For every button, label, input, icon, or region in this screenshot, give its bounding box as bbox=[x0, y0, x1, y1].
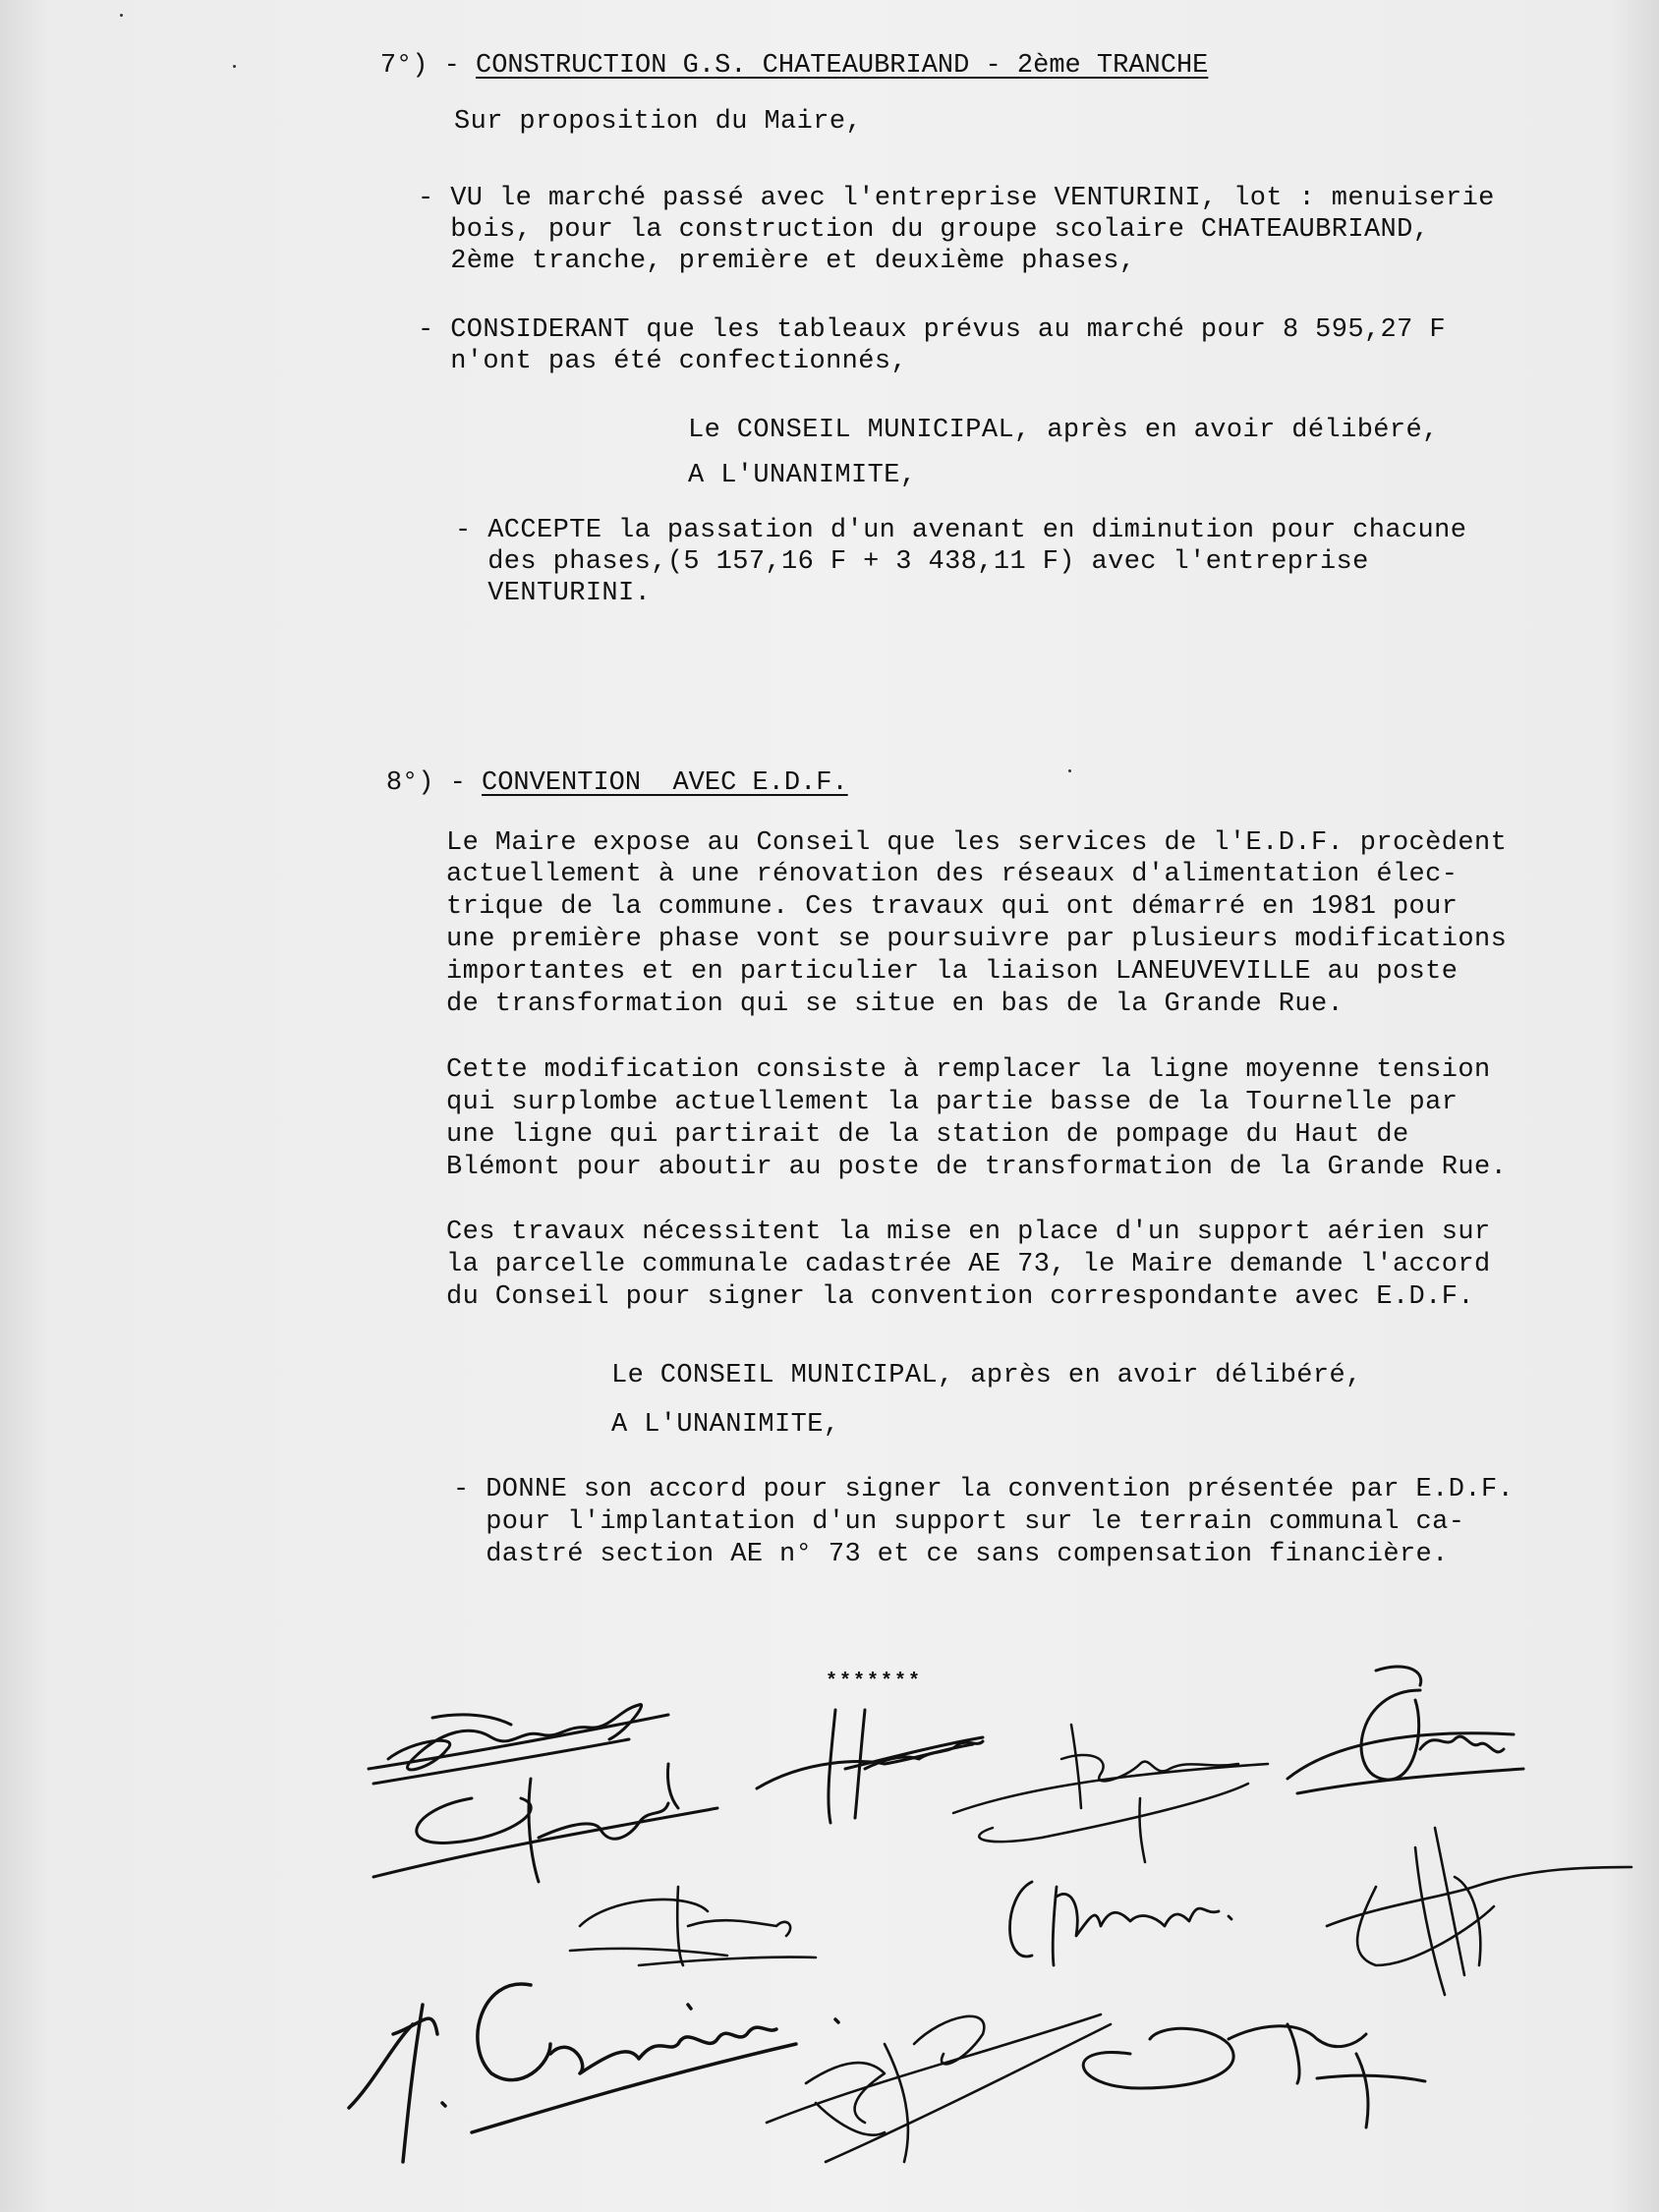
section7-vu-line: - VU le marché passé avec l'entreprise VENTURINI, lot : menuiserie bbox=[418, 184, 1495, 213]
section8-para2-line: une ligne qui partirait de la station de pompage du Haut de bbox=[446, 1120, 1409, 1150]
signature-e bbox=[1287, 1667, 1523, 1793]
signature-f bbox=[1010, 1882, 1232, 1965]
section8-para2-line: Blémont pour aboutir au poste de transformation de la Grande Rue. bbox=[446, 1153, 1508, 1182]
section7-considerant-line: - CONSIDERANT que les tableaux prévus au marché pour 8 595,27 F bbox=[418, 315, 1446, 345]
signature-unnamed-2 bbox=[1327, 1828, 1631, 1995]
section8-para1-line: trique de la commune. Ces travaux qui ont démarré en 1981 pour bbox=[446, 892, 1459, 922]
signature-unnamed-3 bbox=[767, 2014, 1111, 2162]
section8-para3-line: Ces travaux nécessitent la mise en place d'un support aérien sur bbox=[446, 1218, 1491, 1247]
section8-unanimity: A L'UNANIMITE, bbox=[611, 1410, 840, 1440]
section8-para1-line: importantes et en particulier la liaison LANEUVEVILLE au poste bbox=[446, 957, 1459, 987]
signature-c bbox=[757, 1710, 983, 1823]
signature-d bbox=[953, 1725, 1268, 1862]
section8-para1-line: de transformation qui se situe en bas de la Grande Rue. bbox=[446, 990, 1344, 1019]
section8-para2-line: Cette modification consiste à remplacer la ligne moyenne tension bbox=[446, 1055, 1491, 1085]
section8-para1-line: Le Maire expose au Conseil que les services de l'E.D.F. procèdent bbox=[446, 828, 1508, 858]
section8-number: 8°) - bbox=[385, 768, 483, 798]
signature-unnamed-1 bbox=[570, 1887, 816, 1965]
section7-decision-line: des phases,(5 157,16 F + 3 438,11 F) avec l'entreprise bbox=[455, 547, 1369, 577]
section8-para1-line: actuellement à une rénovation des réseaux d'alimentation élec- bbox=[446, 860, 1459, 889]
section8-para3-line: du Conseil pour signer la convention correspondante avec E.D.F. bbox=[446, 1282, 1474, 1312]
section8-decision-line: pour l'implantation d'un support sur le terrain communal ca- bbox=[453, 1507, 1465, 1537]
section7-decision-line: - ACCEPTE la passation d'un avenant en diminution pour chacune bbox=[455, 516, 1467, 545]
section7-considerant-line: n'ont pas été confectionnés, bbox=[418, 347, 908, 376]
signature-unnamed-4 bbox=[1083, 2024, 1425, 2127]
section7-council: Le CONSEIL MUNICIPAL, après en avoir délibéré, bbox=[688, 416, 1439, 445]
section7-decision-line: VENTURINI. bbox=[455, 579, 652, 608]
section7-unanimity: A L'UNANIMITE, bbox=[688, 461, 917, 490]
signature-b bbox=[373, 1764, 717, 1882]
section8-decision-line: - DONNE son accord pour signer la convention présentée par E.D.F. bbox=[453, 1475, 1515, 1504]
section8-council: Le CONSEIL MUNICIPAL, après en avoir délibéré, bbox=[611, 1361, 1362, 1390]
section8-title: CONVENTION AVEC E.D.F. bbox=[482, 768, 848, 798]
section8-para2-line: qui surplombe actuellement la partie basse de la Tournelle par bbox=[446, 1088, 1459, 1117]
section7-intro: Sur proposition du Maire, bbox=[454, 107, 863, 137]
section8-decision-line: dastré section AE n° 73 et ce sans compensation financière. bbox=[453, 1540, 1449, 1569]
section7-vu-line: bois, pour la construction du groupe scolaire CHATEAUBRIAND, bbox=[418, 215, 1430, 245]
section7-vu-line: 2ème tranche, première et deuxième phases, bbox=[418, 247, 1136, 276]
section7-number: 7°) - bbox=[379, 51, 477, 81]
separator-stars: ******* bbox=[826, 1671, 923, 1693]
signature-a bbox=[369, 1704, 668, 1784]
signature-g bbox=[349, 1984, 838, 2162]
section7-title: CONSTRUCTION G.S. CHATEAUBRIAND - 2ème TRANCHE bbox=[476, 51, 1209, 81]
section8-para1-line: une première phase vont se poursuivre par plusieurs modifications bbox=[446, 925, 1508, 954]
section8-para3-line: la parcelle communale cadastrée AE 73, le Maire demande l'accord bbox=[446, 1250, 1491, 1279]
